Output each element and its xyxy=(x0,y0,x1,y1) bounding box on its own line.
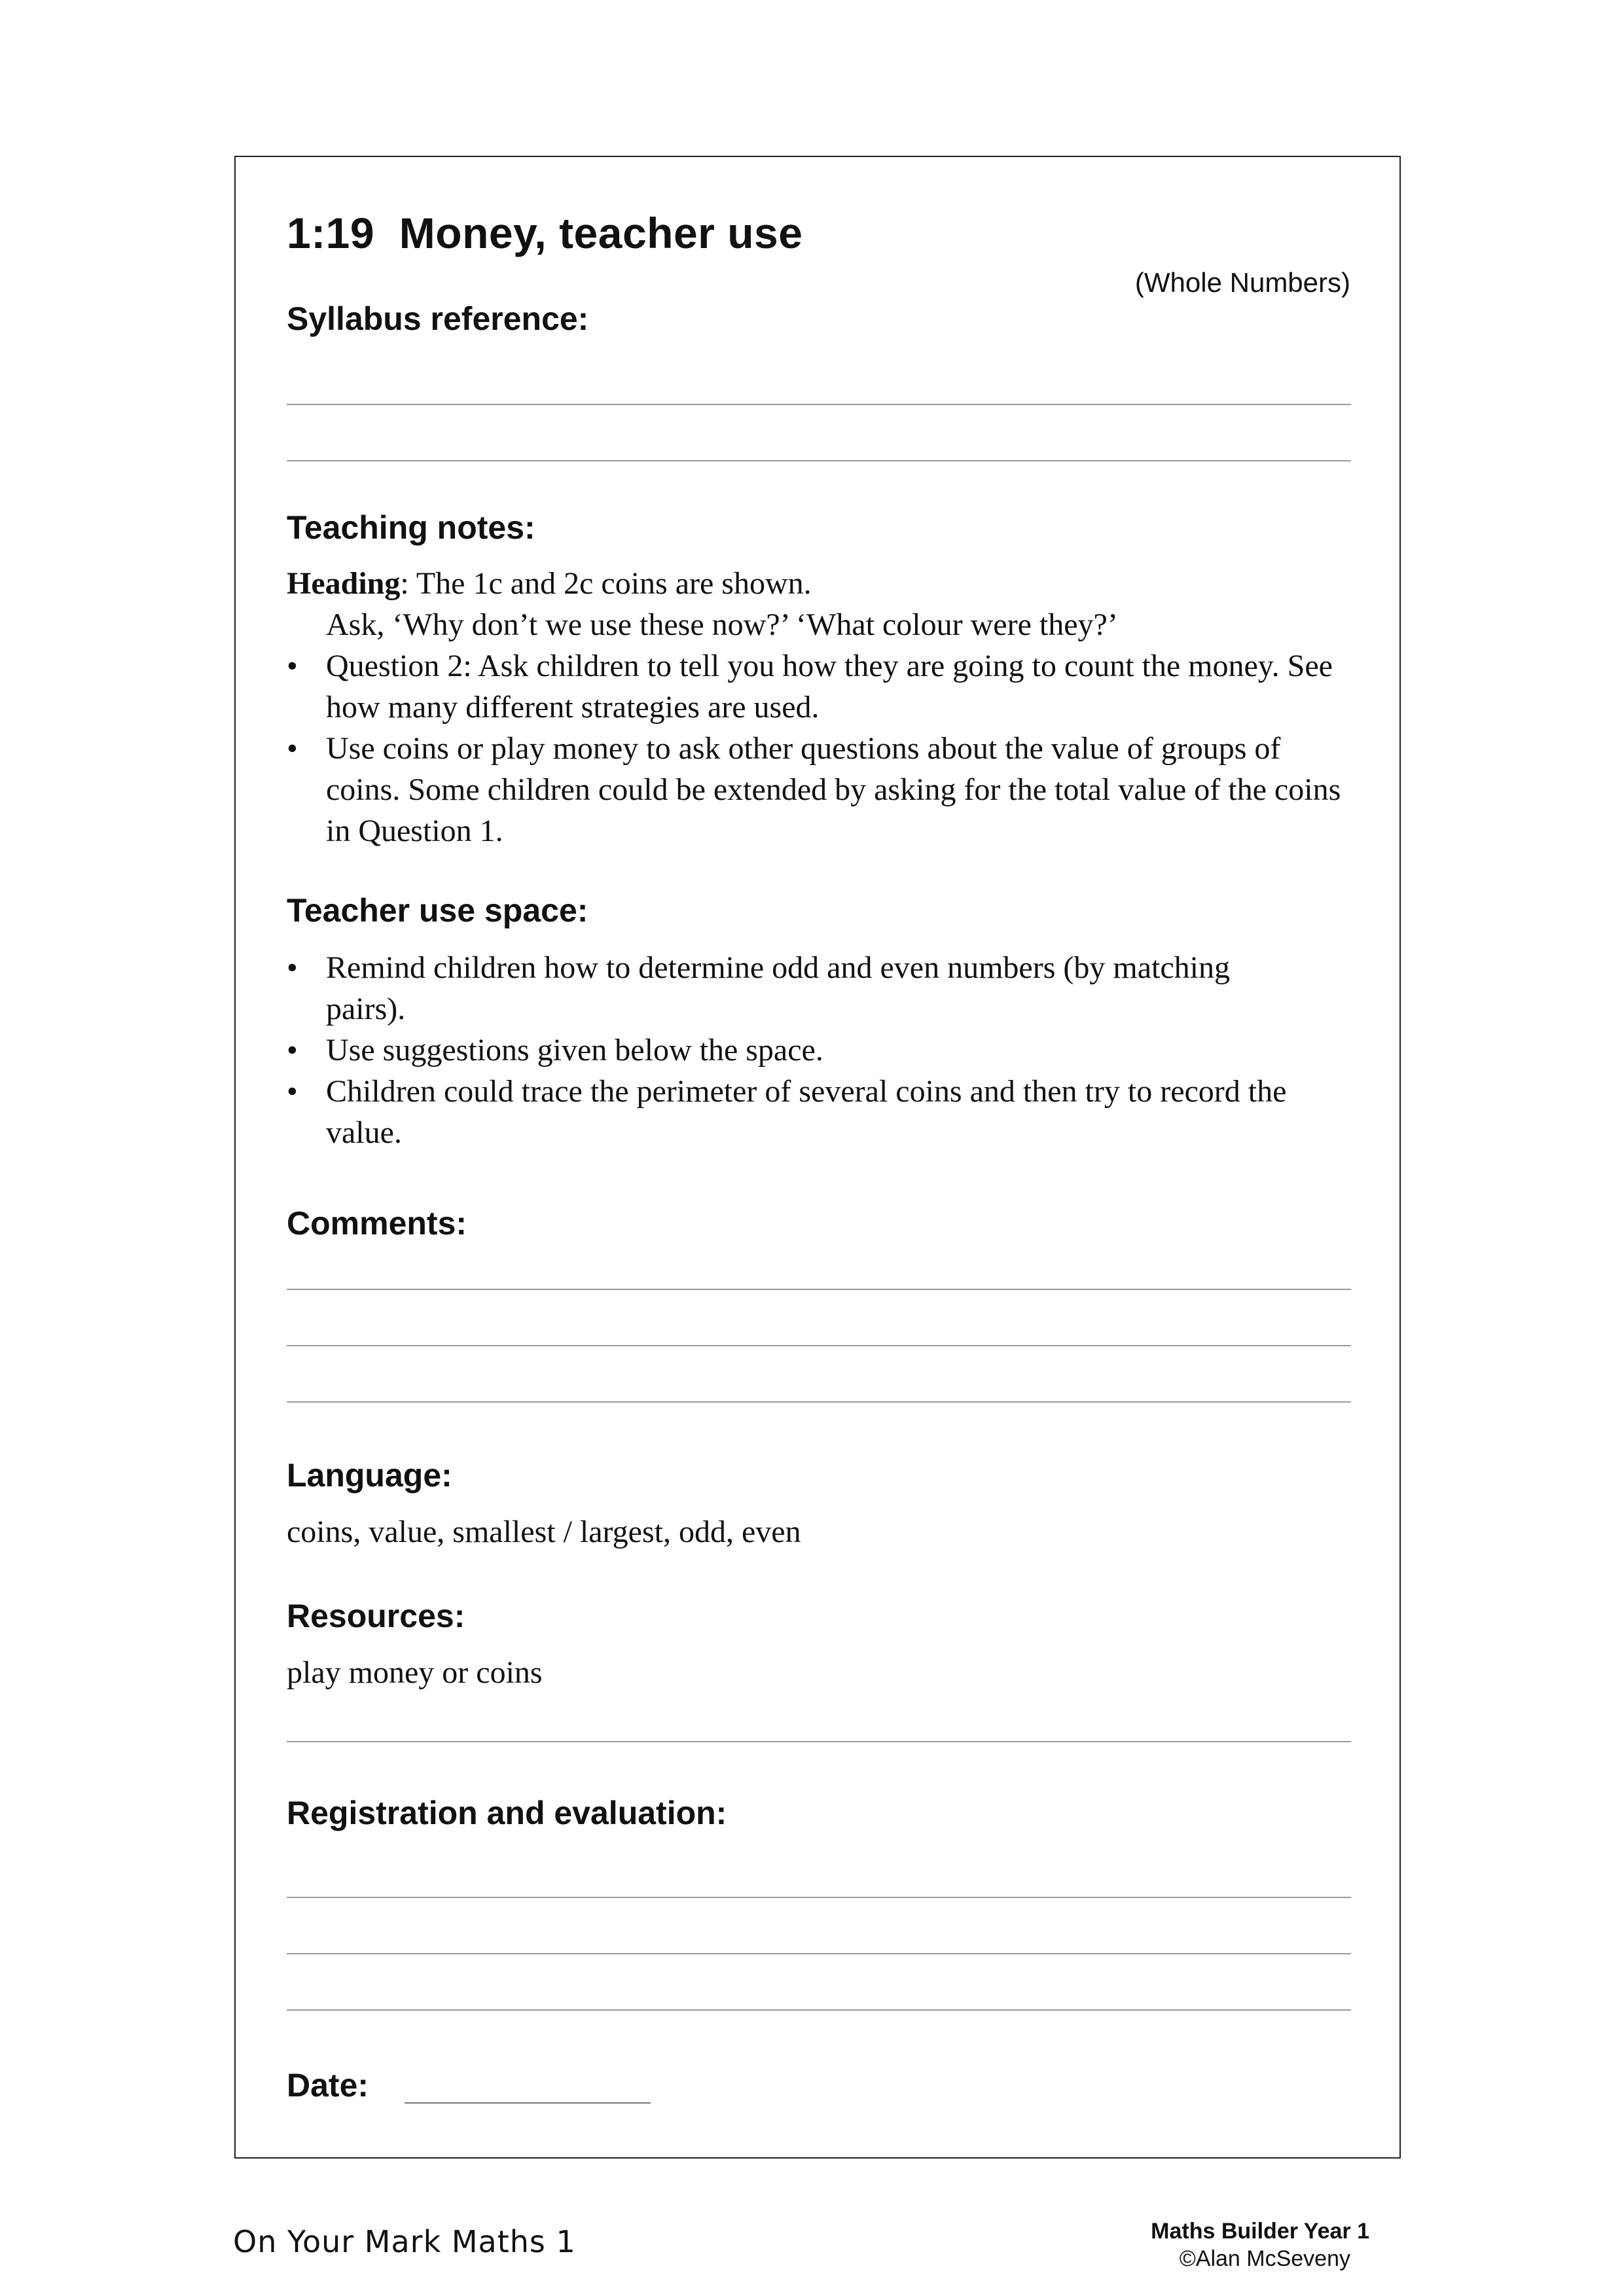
comments-line-3 xyxy=(287,1401,1351,1403)
language-text: coins, value, smallest / largest, odd, even xyxy=(287,1515,801,1549)
resources-line xyxy=(287,1741,1351,1742)
resources-heading: Resources: xyxy=(287,1598,465,1634)
date-field-line xyxy=(405,2102,651,2104)
registration-line-1 xyxy=(287,1897,1351,1898)
teaching-notes-body xyxy=(287,563,1360,852)
registration-line-3 xyxy=(287,2009,1351,2011)
comments-line-2 xyxy=(287,1345,1351,1346)
teaching-notes-followup: Ask, ‘Why don’t we use these now?’ ‘What colour were they?’ xyxy=(326,607,1118,642)
registration-line-2 xyxy=(287,1953,1351,1954)
list-item: • Use suggestions given below the space. xyxy=(287,1030,1295,1071)
teaching-notes-heading: Teaching notes: xyxy=(287,509,535,546)
page-subtitle: (Whole Numbers) xyxy=(1134,267,1350,298)
teaching-notes-intro xyxy=(287,563,1360,604)
resources-text: play money or coins xyxy=(287,1655,543,1690)
list-item: • Remind children how to determine odd and even numbers (by matching pairs). xyxy=(287,947,1295,1030)
comments-line-1 xyxy=(287,1289,1351,1290)
list-item: • Use coins or play money to ask other questions about the value of groups of coins. Some children could be extended by asking for the total value of the coins in Question 1. xyxy=(287,728,1360,852)
intro-label: Heading xyxy=(287,566,401,601)
comments-heading: Comments: xyxy=(287,1205,467,1242)
language-heading: Language: xyxy=(287,1457,452,1494)
syllabus-line-2 xyxy=(287,460,1351,461)
date-label: Date: xyxy=(287,2067,369,2104)
page-frame xyxy=(234,156,1401,2159)
page-title: 1:19 Money, teacher use xyxy=(287,209,803,257)
syllabus-heading: Syllabus reference: xyxy=(287,300,589,337)
syllabus-line-1 xyxy=(287,404,1351,405)
list-item: • Children could trace the perimeter of several coins and then try to record the value. xyxy=(287,1071,1295,1153)
footer-book-title: Maths Builder Year 1 xyxy=(1151,2219,1369,2244)
teacher-use-body xyxy=(287,947,1295,1153)
footer-copyright: ©Alan McSeveny xyxy=(1179,2246,1350,2271)
intro-text: : The 1c and 2c coins are shown. xyxy=(400,566,812,601)
teacher-use-list xyxy=(287,947,1295,1153)
list-item: • Question 2: Ask children to tell you how they are going to count the money. See how many different strategies are used. xyxy=(287,645,1360,728)
teacher-use-heading: Teacher use space: xyxy=(287,892,588,929)
registration-heading: Registration and evaluation: xyxy=(287,1795,727,1831)
footer-series-title: On Your Mark Maths 1 xyxy=(233,2224,576,2259)
teaching-notes-list xyxy=(287,645,1360,852)
